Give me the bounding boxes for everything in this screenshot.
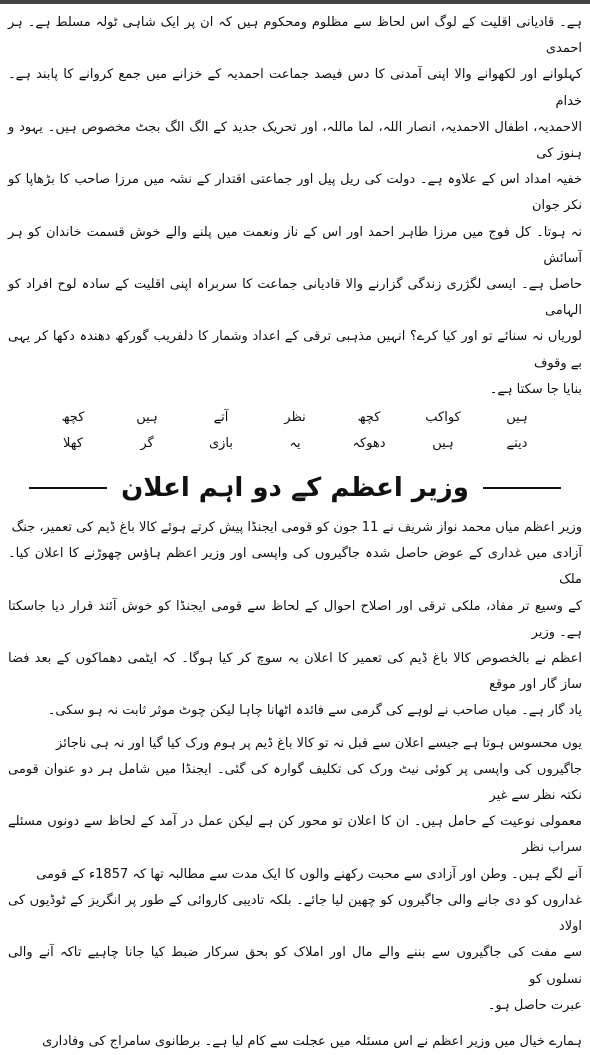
- poem-line-1: [8, 405, 582, 431]
- poem-word: گر: [140, 436, 154, 452]
- poem-word: کھلا: [63, 436, 83, 452]
- text-line: یوں محسوس ہوتا ہے جیسے اعلان سے قبل نہ تو کالا باغ ڈیم پر ہوم ورک کیا گیا اور نہ ہی ناجائز: [56, 735, 582, 751]
- text-line: معمولی نوعیت کے حامل ہیں۔ ان کا اعلان تو محور کن ہے لیکن عمل در آمد کے لحاظ سے دونوں مسئلے سراب نظر: [8, 814, 582, 856]
- poem-word: کچھ: [61, 410, 85, 426]
- text-line: یاد گار ہے۔ میاں صاحب نے لوہے کی گرمی سے فائدہ اٹھانا چاہا لیکن چوٹ موثر ثابت نہ ہو سکی۔: [47, 703, 582, 719]
- poem-word: بازی: [208, 436, 234, 452]
- poem-word: ہیں: [136, 410, 158, 426]
- text-line: آنے لگے ہیں۔ وطن اور آزادی سے محبت رکھنے والوں کا ایک مدت سے مطالبہ تھا کہ 1857ء کے قومی: [36, 866, 582, 882]
- paragraph-our-view: [8, 1029, 582, 1055]
- text-line: ہے۔ قادیانی اقلیت کے لوگ اس لحاظ سے مظلوم ومحکوم ہیں کہ ان پر ایک شاہی ٹولہ مسلط ہے۔ ہر احمدی: [8, 15, 582, 57]
- heading-rule-right: [483, 487, 561, 489]
- poem-word: کواکب: [425, 410, 461, 426]
- text-line: کے وسیع تر مفاد، ملکی ترقی اور اصلاح احوال کے لحاظ سے قومی ایجنڈا کو خوش آئند قرار دیا جاسکتا ہے۔ وزیر: [8, 598, 582, 640]
- top-border: [0, 0, 590, 4]
- text-line: الاحمدیہ، اطفال الاحمدیہ، انصار اللہ، لما ماللہ، اور تحریک جدید کے الگ الگ بجٹ مخصوص ہیں۔ یہود و ہنوز کی: [8, 119, 582, 162]
- section-heading: [8, 461, 582, 515]
- text-line: کہلوانے اور لکھوانے والا اپنی آمدنی کا دس فیصد جماعت احمدیہ کے خزانے میں جمع کروانے کا پابند ہے۔ خدام: [8, 67, 582, 109]
- heading-rule-left: [29, 487, 107, 489]
- poem-word: یہ: [289, 436, 301, 452]
- paragraph-qadiani-minority: [8, 10, 582, 403]
- heading-title: وزیر اعظم کے دو اہم اعلان: [121, 473, 469, 504]
- poem-line-2: [8, 431, 582, 457]
- poem-word: دھوکہ: [352, 436, 386, 452]
- poem-word: ہیں: [432, 436, 454, 452]
- text-line: غداروں کو دی جانے والی جاگیروں کو چھین لیا جائے۔ بلکہ تادیبی کاروائی کے طور پر انگریز کے ٹوڈیوں کی اولاد: [8, 892, 582, 935]
- poem-word: آتے: [213, 410, 229, 426]
- text-line: عبرت حاصل ہو۔: [487, 997, 582, 1013]
- text-line: آزادی میں غداری کے عوض حاصل شدہ جاگیروں کی واپسی اور وزیر اعظم ہاؤس چھوڑنے کا اعلان کیا۔ ملک: [8, 546, 582, 588]
- text-line: نہ ہوتا۔ کل فوج میں مرزا طاہر احمد اور اس کے ناز ونعمت میں پلنے والے خوش قسمت خاندان کو ہر آسائش: [8, 224, 582, 266]
- text-line: اعظم نے بالخصوص کالا باغ ڈیم کی تعمیر کا اعلان بہ سوچ کر کیا ہوگا۔ کہ ایٹمی دھماکوں کے بعد فضا ساز گار اور موقع: [8, 651, 582, 693]
- text-line: حاصل ہے۔ ایسی لگژری زندگی گزارنے والا قادیانی جماعت کا سربراہ اپنی اقلیت کے سادہ لوح افراد کو الہامی: [8, 277, 582, 319]
- paragraph-national-agenda: [8, 515, 582, 725]
- poem-couplet: [8, 405, 582, 457]
- text-line: لوریاں نہ سنائے تو اور کیا کرے؟ انہیں مذہبی ترقی کے اعداد وشمار کا دلفریب گورکھ دھندہ دکھا کر یہی بے وقوف: [8, 329, 582, 371]
- text-line: خفیہ امداد اس کے علاوہ ہے۔ دولت کی ریل پیل اور جماعتی اقتدار کے نشہ میں مرزا صاحب کا بڑھاپا کو نکر جوان: [8, 172, 582, 214]
- poem-word: ہیں: [506, 410, 528, 426]
- paragraph-jagirs: [8, 731, 582, 1019]
- poem-word: کچھ: [357, 410, 381, 426]
- text-line: سے مفت کی جاگیروں سے بننے والے مال اور املاک کو بحق سرکار ضبط کیا جانا چاہیے تاکہ آنے والی نسلوں کو: [8, 945, 582, 987]
- poem-word: دیتے: [506, 436, 528, 452]
- text-line: جاگیروں کی واپسی پر کوئی نیٹ ورک کی تکلیف گوارہ کی گئی۔ ایجنڈا میں شامل ہر دو عنوان قومی نکتہ نظر سے غیر: [8, 761, 582, 804]
- text-line: بنایا جا سکتا ہے۔: [489, 381, 582, 397]
- text-line: ہمارے خیال میں وزیر اعظم نے اس مسئلہ میں عجلت سے کام لیا ہے۔ برطانوی سامراج کی وفاداری: [42, 1033, 582, 1049]
- text-line: وزیر اعظم میاں محمد نواز شریف نے 11 جون کو قومی ایجنڈا پیش کرتے ہوئے کالا باغ ڈیم کی تعمیر، جنگ: [11, 520, 582, 536]
- poem-word: نظر: [284, 410, 306, 426]
